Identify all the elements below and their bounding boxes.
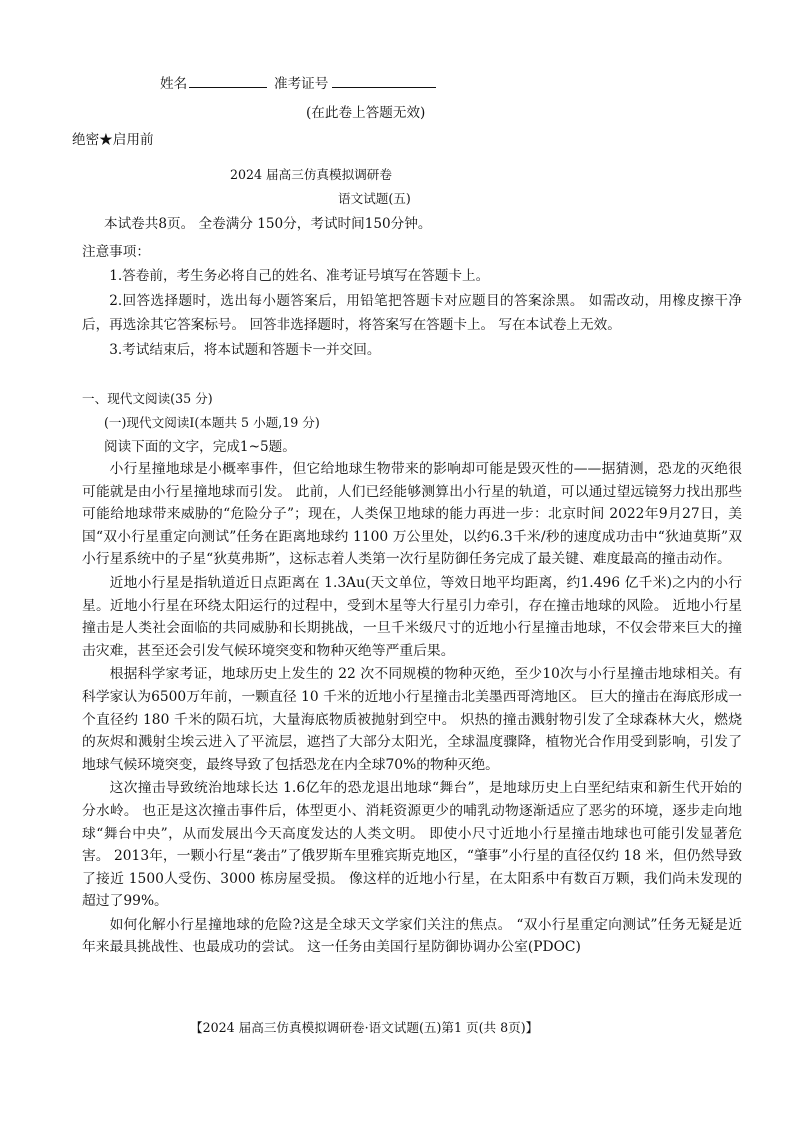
exam-no-label: 准考证号 xyxy=(274,72,436,92)
note-item: 2.回答选择题时，选出每小题答案后，用铅笔把答题卡对应题目的答案涂黑。 如需改动，用橡皮擦干净后，再选涂其它答案标号。 回答非选择题时，将答案写在答题卡上。 写在本试卷上无效。 xyxy=(82,292,742,333)
notes-heading: 注意事项： xyxy=(82,244,150,260)
exam-no-blank[interactable] xyxy=(332,73,436,88)
passage-paragraph: 近地小行星是指轨道近日点距离在 1.3Au(天文单位，等效日地平均距离，约1.496 亿千米)之内的小行星。近地小行星在环绕太阳运行的过程中，受到木星等大行星引力牵引，存在撞击地球的风险。 近地小行星撞击是人类社会面临的共同威胁和长期挑战，一旦千米级尺寸的近地小行星撞击地球，不仅会带来巨大的撞击灾难，甚至还会引发气候环境突变和物种灭绝等严重后果。 xyxy=(82,574,742,659)
reading-passage xyxy=(82,458,742,959)
passage-paragraph: 这次撞击导致统治地球长达 1.6亿年的恐龙退出地球“舞台”，是地球历史上白垩纪结束和新生代开始的分水岭。 也正是这次撞击事件后，体型更小、消耗资源更少的哺乳动物逐渐适应了恶劣的环境，逐步走向地球“舞台中央”，从而发展出今天高度发达的人类文明。 即使小尺寸近地小行星撞击地球也可能引发显著危害。 2013年，一颗小行星“袭击”了俄罗斯车里雅宾斯克地区，“肇事”小行星的直径仅约 18 米，但仍然导致了接近 1500人受伤、3000 栋房屋受损。 像这样的近地小行星，在太阳系中有数百万颗，我们尚未发现的超过了99%。 xyxy=(82,780,742,910)
passage-paragraph: 根据科学家考证，地球历史上发生的 22 次不同规模的物种灭绝，至少10次与小行星撞击地球相关。有科学家认为6500万年前，一颗直径 10 千米的近地小行星撞击北美墨西哥湾地区。 巨大的撞击在海底形成一个直径约 180 千米的陨石坑，大量海底物质被抛射到空中。 炽热的撞击溅射物引发了全球森林大火，燃烧的灰烬和溅射尘埃云进入了平流层，遮挡了大部分太阳光，全球温度骤降，植物光合作用受到影响，引发了地球气候环境突变，最终导致了包括恐龙在内全球70%的物种灭绝。 xyxy=(82,666,742,773)
exam-title: 2024 届高三仿真模拟调研卷 xyxy=(230,167,392,182)
name-blank[interactable] xyxy=(189,73,267,88)
subject-title: 语文试题(五) xyxy=(338,191,411,206)
note-item: 3.考试结束后，将本试题和答题卡一并交回。 xyxy=(109,341,381,358)
intro-text: 本试卷共8页。 全卷满分 150分，考试时间150分钟。 xyxy=(104,216,432,232)
section-subtitle: (一)现代文阅读Ⅰ(本题共 5 小题,19 分) xyxy=(104,415,320,430)
invalid-note: (在此卷上答题无效) xyxy=(306,105,426,121)
passage-paragraph: 如何化解小行星撞地球的危险?这是全球天文学家们关注的焦点。 “双小行星重定向测试”任务无疑是近年来最具挑战性、也最成功的尝试。 这一任务由美国行星防御协调办公室(PDOC) xyxy=(82,916,742,956)
passage-paragraph: 小行星撞地球是小概率事件，但它给地球生物带来的影响却可能是毁灭性的——据猜测，恐龙的灭绝很可能就是由小行星撞地球而引发。 此前，人们已经能够测算出小行星的轨道，可以通过望远镜努力找出那些可能给地球带来威胁的“危险分子”；现在，人类保卫地球的能力再进一步：北京时间 2022年9月27日，美国“双小行星重定向测试”任务在距离地球约 1100 万公里处，以约6.3千米/秒的速度成功击中“狄迪莫斯”双小行星系统中的子星“狄莫弗斯”，这标志着人类第一次行星防御任务完成了最关键、难度最高的撞击动作。 xyxy=(82,461,742,568)
note-item: 1.答卷前，考生务必将自己的姓名、准考证号填写在答题卡上。 xyxy=(109,268,490,284)
name-label: 姓名 xyxy=(160,72,267,92)
secret-mark: 绝密★启用前 xyxy=(72,132,154,148)
reading-instruction: 阅读下面的文字，完成1~5题。 xyxy=(104,439,296,455)
page-footer: 【2024 届高三仿真模拟调研卷·语文试题(五)第1 页(共 8页)】 xyxy=(190,1020,539,1035)
section-title: 一、现代文阅读(35 分) xyxy=(82,391,213,406)
notes-list xyxy=(82,264,742,362)
